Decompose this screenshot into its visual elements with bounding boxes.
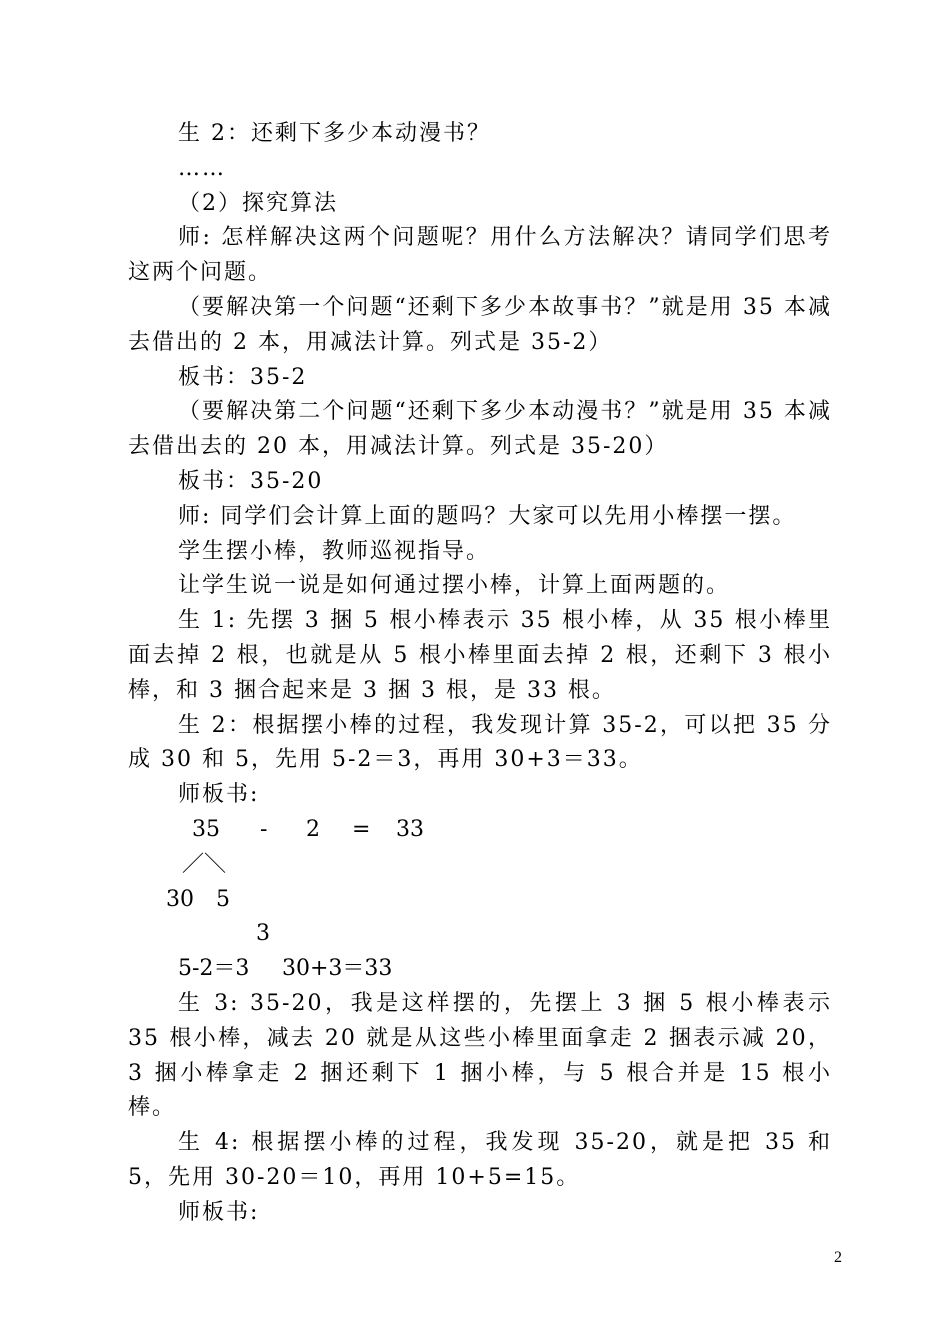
- middle-row: [0, 917, 950, 952]
- paragraph: 生 2：根据摆小棒的过程，我发现计算 35-2，可以把 35 分成 30 和 5，先用 5-2＝3，再用 30+3＝33。: [128, 712, 832, 773]
- equals-sign: =: [352, 816, 371, 842]
- paragraph: 生 1: 先摆 3 捆 5 根小棒表示 35 根小棒，从 35 根小棒里面去掉 2 根，也就是从 5 根小棒里面去掉 2 根，还剩下 3 根小棒，和 3 捆合起来是 3 捆 3 根，是 33 根。: [128, 608, 832, 703]
- steps-row: [0, 952, 950, 987]
- step-two: 30+3＝33: [282, 956, 393, 982]
- paragraph: 师: 同学们会计算上面的题吗？大家可以先用小棒摆一摆。: [178, 503, 797, 529]
- paragraph: （要解决第一个问题“还剩下多少本故事书？”就是用 35 本减去借出的 2 本，用减法计算。列式是 35-2）: [128, 294, 832, 355]
- split-lines: ／＼: [182, 851, 227, 877]
- paragraph: 板书：35-2: [178, 364, 308, 390]
- paragraph: 师: 怎样解决这两个问题呢？用什么方法解决？请同学们思考这两个问题。: [128, 225, 832, 286]
- part-ones: 5: [216, 886, 230, 912]
- paragraph: 让学生说一说是如何通过摆小棒，计算上面两题的。: [178, 573, 731, 599]
- middle-value: 3: [256, 921, 270, 947]
- part-tens: 30: [166, 886, 194, 912]
- document-body: [0, 117, 950, 1231]
- paragraph: 师板书:: [178, 782, 260, 808]
- split-lines-row: [0, 848, 950, 883]
- equation-line: [0, 813, 950, 848]
- result: 33: [396, 816, 424, 842]
- paragraph: 生 3: 35-20，我是这样摆的，先摆上 3 捆 5 根小棒表示 35 根小棒，减去 20 就是从这些小棒里面拿走 2 捆表示减 20，3 捆小棒拿走 2 捆还剩下 1 捆小棒，与 5 根合并是 15 根小棒。: [128, 990, 832, 1121]
- paragraph: 板书：35-20: [178, 468, 324, 494]
- page-number: 2: [834, 1249, 842, 1266]
- minuend: 35: [192, 816, 220, 842]
- paragraph: 师板书:: [178, 1199, 260, 1225]
- paragraph: 学生摆小棒，教师巡视指导。: [178, 538, 491, 564]
- paragraph: （要解决第二个问题“还剩下多少本动漫书？”就是用 35 本减去借出去的 20 本，用减法计算。列式是 35-20）: [128, 399, 832, 460]
- paragraph: 生 4: 根据摆小棒的过程，我发现 35-20，就是把 35 和 5，先用 30-20＝10，再用 10+5=15。: [128, 1130, 832, 1190]
- step-one: 5-2＝3: [178, 956, 250, 982]
- minus-sign: -: [260, 816, 268, 842]
- subtrahend: 2: [306, 816, 320, 842]
- split-parts-row: [0, 883, 950, 918]
- paragraph: （2）探究算法: [178, 190, 338, 216]
- paragraph: 生 2：还剩下多少本动漫书？: [178, 121, 491, 146]
- paragraph: ……: [178, 155, 226, 181]
